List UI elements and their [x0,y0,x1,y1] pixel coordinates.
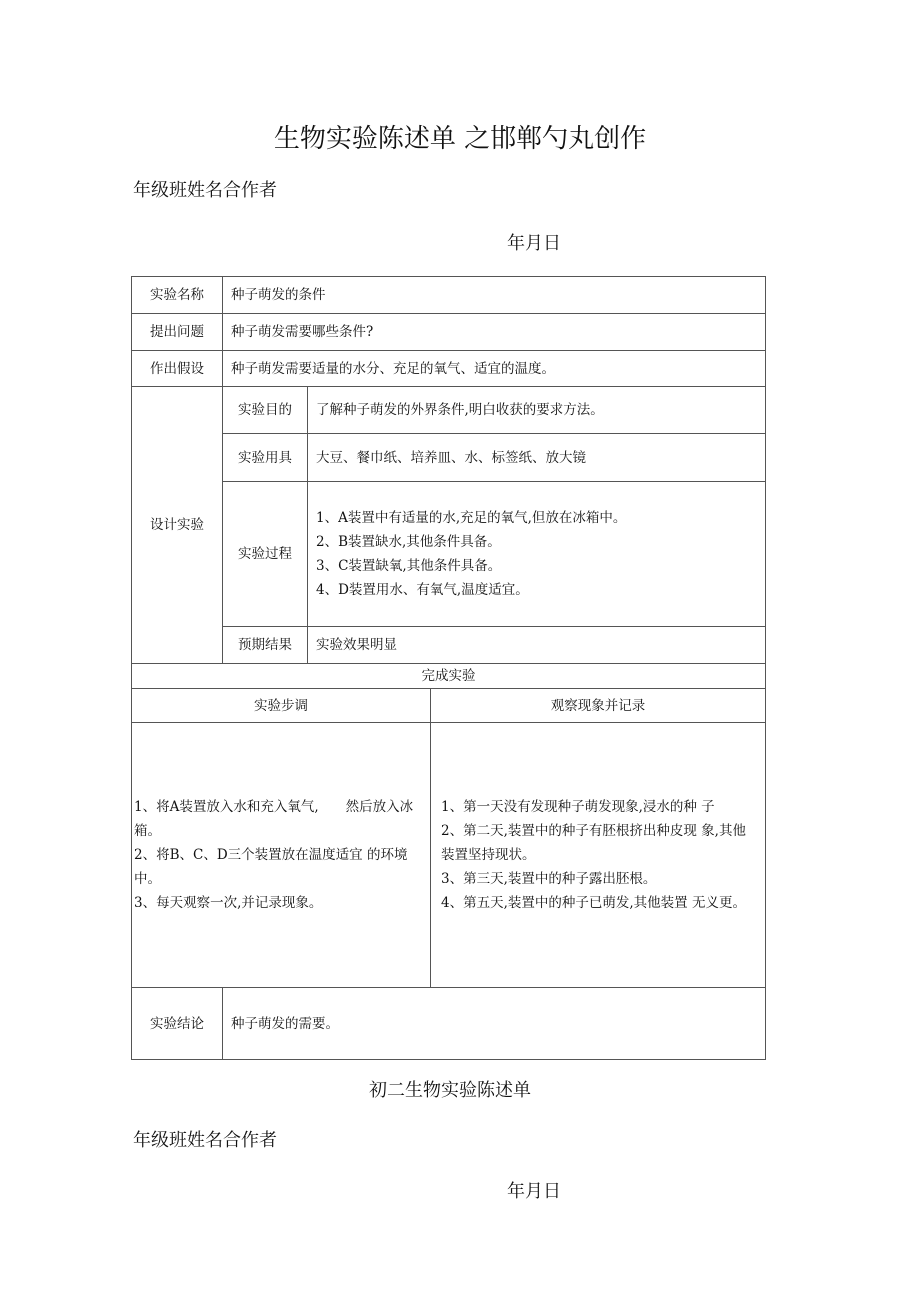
class-name-line: 年级班姓名合作者 [133,180,277,201]
table-row [132,277,766,314]
complete-experiment-header: 完成实验 [132,664,766,689]
expected-label: 预期结果 [223,627,308,664]
tools-label: 实验用具 [223,434,308,482]
steps-header: 实验步调 [132,689,431,723]
observation-item: 4、第五天,装置中的种子已萌发,其他装置 无义更。 [441,895,746,911]
table-row [132,988,766,1060]
purpose-value: 了解种子萌发的外界条件,明白收获的要求方法。 [308,387,766,434]
observation-item: 3、第三天,装置中的种子露出胚根。 [441,871,657,887]
observations-list [431,723,766,988]
table-row [132,387,766,434]
experiment-report-table [131,276,766,1060]
conclusion-label: 实验结论 [132,988,223,1060]
process-list [308,482,766,627]
design-label: 设计实验 [132,387,223,664]
hypothesis-label: 作出假设 [132,351,223,387]
date-line-2: 年月日 [507,1181,561,1202]
table-row [132,689,766,723]
table-row [132,723,766,988]
process-label: 实验过程 [223,482,308,627]
document-title: 生物实验陈述单 之邯郸勺丸创作 [273,124,647,154]
conclusion-value: 种子萌发的需要。 [223,988,766,1060]
observation-header: 观察现象并记录 [431,689,766,723]
process-item: 3、C装置缺氧,其他条件具备。 [316,558,502,574]
observation-item: 1、第一天没有发现种子萌发现象,浸水的种 子 [441,799,715,815]
purpose-label: 实验目的 [223,387,308,434]
step-item: 2、将B、C、D三个装置放在温度适宜 的环境中。 [134,847,408,887]
question-label: 提出问题 [132,314,223,351]
date-line: 年月日 [507,233,561,254]
experiment-name-value: 种子萌发的条件 [223,277,766,314]
steps-list [132,723,431,988]
question-value: 种子萌发需要哪些条件? [223,314,766,351]
table-row [132,482,766,627]
hypothesis-value: 种子萌发需要适量的水分、充足的氧气、适宜的温度。 [223,351,766,387]
table-row [132,351,766,387]
table-row [132,314,766,351]
experiment-name-label: 实验名称 [132,277,223,314]
process-item: 4、D装置用水、有氧气,温度适宜。 [316,582,529,598]
table-row [132,664,766,689]
class-name-line-2: 年级班姓名合作者 [133,1130,277,1151]
table-row [132,434,766,482]
table-row [132,627,766,664]
step-item: 1、将A装置放入水和充入氧气, 然后放入冰箱。 [134,799,414,839]
step-item: 3、每天观察一次,并记录现象。 [134,895,323,911]
expected-value: 实验效果明显 [308,627,766,664]
process-item: 2、B装置缺水,其他条件具备。 [316,534,501,550]
process-item: 1、A装置中有适量的水,充足的氧气,但放在冰箱中。 [316,510,627,526]
observation-item: 2、第二天,装置中的种子有胚根挤出种皮现 象,其他装置坚持现状。 [441,823,746,863]
tools-value: 大豆、餐巾纸、培养皿、水、标签纸、放大镜 [308,434,766,482]
second-report-title: 初二生物实验陈述单 [369,1080,531,1101]
